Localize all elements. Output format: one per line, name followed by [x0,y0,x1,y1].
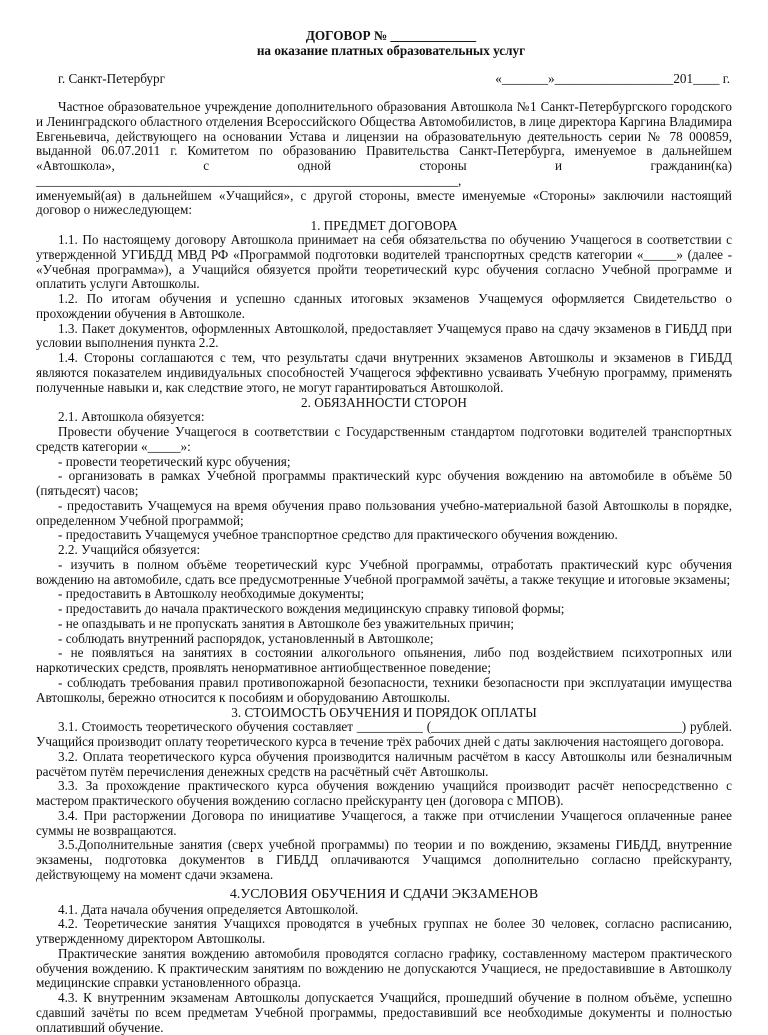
clause-4-2-practice: Практические занятия вождению автомобиля проводятся согласно графику, составленному мастером практического обучения вождению. К практическим занятиям по вождению не допускаются Учащиеся, не предоставившие в Автошколу медицинские справки установленного образца. [36,945,732,991]
clause-4-2: 4.2. Теоретические занятия Учащихся проводятся в учебных группах не более 30 человек, согласно расписанию, утвержденному директором Автошколы. [36,916,732,946]
section-heading-4: 4.УСЛОВИЯ ОБУЧЕНИЯ И СДАЧИ ЭКЗАМЕНОВ [229,886,539,902]
contract-subtitle: на оказание платных образовательных услуг [256,43,526,58]
section-heading-2: 2. ОБЯЗАННОСТИ СТОРОН [301,395,467,411]
clause-2-1-item: - провести теоретический курс обучения; [58,453,291,469]
intro-paragraph-continued: именуемый(ая) в дальнейшем «Учащийся», с другой стороны, вместе именуемые «Стороны» заключили настоящий договор о нижеследующем: [36,187,732,218]
section-heading-3: 3. СТОИМОСТЬ ОБУЧЕНИЯ И ПОРЯДОК ОПЛАТЫ [231,705,537,721]
clause-2-2-item: - не опаздывать и не пропускать занятия в Автошколе без уважительных причин; [58,615,515,631]
clause-1-2: 1.2. По итогам обучения и успешно сданных итоговых экзаменов Учащемуся оформляется Свидетельство о прохождении обучения в Автошколе. [36,291,732,321]
place-date-line [36,71,732,86]
clause-2-2: 2.2. Учащийся обязуется: [58,542,201,557]
contract-date: «_______»__________________201____ г. [495,71,730,86]
clause-3-1: 3.1. Стоимость теоретического обучения составляет __________ (______________________________________) рублей. Учащийся производит оплату теоретического курса в течение трёх рабочих дней с даты заключения настоящего договора. [36,719,732,749]
contract-title: ДОГОВОР № _____________ [305,28,477,43]
clause-2-1: 2.1. Автошкола обязуется: [58,409,205,425]
clause-3-3: 3.3. За прохождение практического курса обучения вождению учащийся производит расчёт непосредственно с мастером практического обучения вождению согласно прейскуранту цен (договора с МПОВ). [36,778,732,808]
contract-body [36,100,732,1035]
clause-2-2-item: - соблюдать требования правил противопожарной безопасности, техники безопасности при эксплуатации имущества Автошколы, бережно относится к пособиям и оборудованию Автошколы. [36,674,732,705]
clause-1-4: 1.4. Стороны соглашаются с тем, что результаты сдачи внутренних экзаменов Автошколы и экзаменов в ГИБДД являются показателем индивидуальных способностей Учащегося эффективно усваивать Учебную программу, применять полученные навыки и, как следствие этого, не могут гарантироваться Автошколой. [36,350,732,395]
clause-1-1: 1.1. По настоящему договору Автошкола принимает на себя обязательства по обучению Учащегося в соответствии с утвержденной УГИБДД МВД РФ «Программой подготовки водителей транспортных средств категории «_____» (далее - «Учебная программа»), а Учащийся обязуется пройти теоретический курс обучения согласно Учебной программе и оплатить услуги Автошколы. [36,232,732,292]
clause-2-2-item: - соблюдать внутренний распорядок, установленный в Автошколе; [58,630,434,646]
clause-3-4: 3.4. При расторжении Договора по инициативе Учащегося, а также при отчислении Учащегося оплаченные ранее суммы не возвращаются. [36,807,732,838]
intro-paragraph: Частное образовательное учреждение дополнительного образования Автошкола №1 Санкт-Петербургского городского и Ленинградского областного отделения Всероссийского Общества Автомобилистов, в лице директора Каргина Владимира Евгеньевича, действующего на основании Устава и лицензии на образовательную деятельность серии № 78 000859, выданной 06.07.2011 г. Комитетом по образованию Правительства Санкт-Петербурга, именуемое в дальнейшем «Автошкола», с одной стороны и гражданин(ка) ________________________________________________________________, [36,99,732,188]
contract-place: г. Санкт-Петербург [58,71,165,86]
clause-2-1-item: - предоставить Учащемуся на время обучения право пользования учебно-материальной базой Автошколы в порядке, определенном Учебной программой; [36,497,732,528]
clause-3-5: 3.5.Дополнительные занятия (сверх учебной программы) по теории и по вождению, экзамены ГИБДД, внутренние экзамены, подготовка документов в ГИБДД оплачиваются Учащимся дополнительно согласно прейскуранту, действующему на момент сдачи экзамена. [36,837,732,882]
clause-4-3: 4.3. К внутренним экзаменам Автошколы допускается Учащийся, прошедший обучение в полном объёме, успешно сдавший зачёты по всем предметам Учебной программы, предоставивший все необходимые документы и полностью оплативший обучение. [36,990,732,1035]
clause-2-2-item: - предоставить до начала практического вождения медицинскую справку типовой формы; [58,601,565,616]
clause-2-1-intro: Провести обучение Учащегося в соответствии с Государственным стандартом подготовки водителей транспортных средств категории «_____»: [36,424,732,454]
clause-2-2-item: - изучить в полном объёме теоретический курс Учебной программы, отработать практический курс обучения вождению на автомобиле, сдать все предусмотренные Учебной программой зачёты, а также текущие и итоговые экзамены; [36,556,732,587]
clause-2-2-item: - не появляться на занятиях в состоянии алкогольного опьянения, либо под воздействием психотропных или наркотических средств, проявлять ненормативное антиобщественное поведение; [36,645,732,675]
clause-2-1-item: - организовать в рамках Учебной программы практический курс обучения вождению на автомобиле в объёме 50 (пятьдесят) часов; [36,468,732,498]
clause-2-1-item: - предоставить Учащемуся учебное транспортное средство для практического обучения вождению. [58,527,618,543]
clause-2-2-item: - предоставить в Автошколу необходимые документы; [58,586,365,602]
section-heading-1: 1. ПРЕДМЕТ ДОГОВОРА [310,218,458,233]
clause-1-3: 1.3. Пакет документов, оформленных Автошколой, предоставляет Учащемуся право на сдачу экзаменов в ГИБДД при условии выполнения пункта 2.2. [36,320,732,351]
clause-4-1: 4.1. Дата начала обучения определяется Автошколой. [58,901,359,917]
clause-3-2: 3.2. Оплата теоретического курса обучения производится наличным расчётом в кассу Автошколы или безналичным расчётом путём перечисления денежных средств на расчётный счёт Автошколы. [36,748,732,779]
